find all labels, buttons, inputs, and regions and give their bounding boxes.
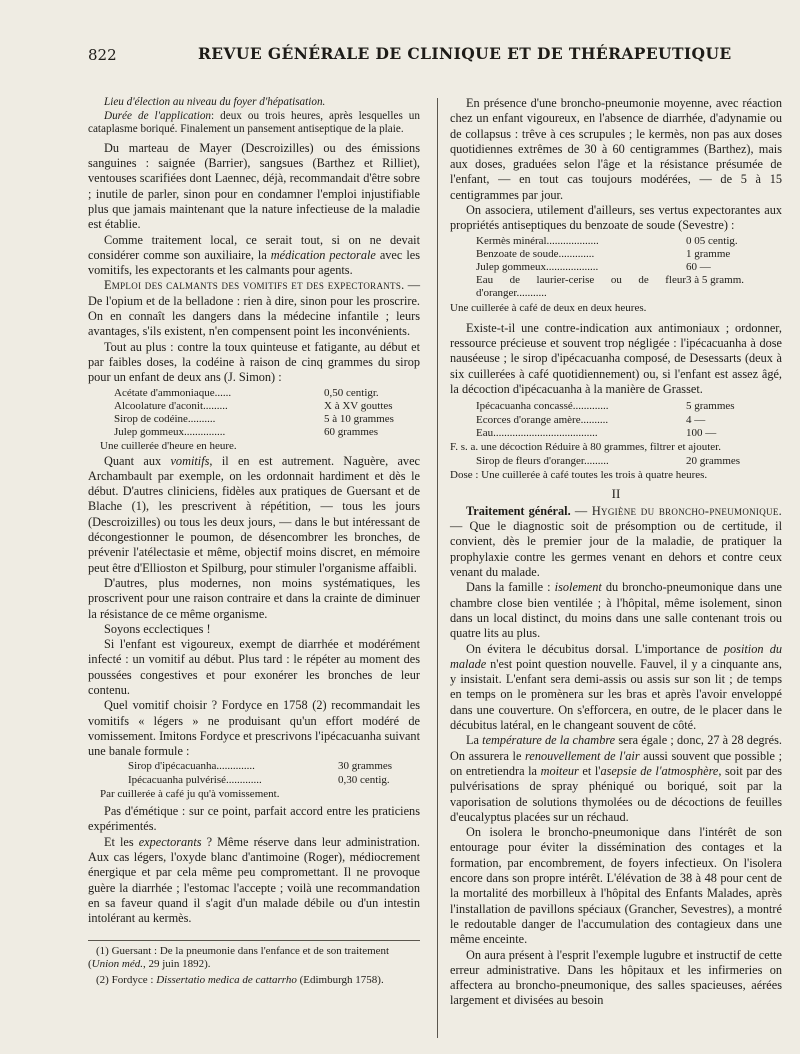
ingredient-dose: 0 05 centig. xyxy=(686,234,738,247)
prescription-row xyxy=(114,413,394,426)
prescription-row xyxy=(114,400,394,413)
footnotes xyxy=(88,940,420,989)
ingredient-dose: 4 — xyxy=(686,413,706,426)
prescription-table xyxy=(476,235,744,301)
paragraph: Durée de l'application: deux ou trois heures, après lesquelles un cataplasme boriqué. Finalement un pansement antiseptique de la plaie. xyxy=(88,109,420,136)
paragraph: Quel vomitif choisir ? Fordyce en 1758 (2) recommandait les vomitifs « légers » ne produisant qu'un effort modéré de vomissement. Imitons Fordyce et prescrivons l'ipécacuanha suivant une banale formule : xyxy=(88,698,420,759)
paragraph: La température de la chambre sera égale ; donc, 27 à 28 degrés. On assurera le renouvellement de l'air aussi souvent que possible ; on entretiendra la moiteur et l'asepsie de l'atmosphère, soit par des pulvérisations de spray phéniqué ou boriqué, soit par la vaporisation de solutions thymolées ou de décoctions de feuilles d'eucalyptus placées sur un réchaud. xyxy=(450,733,783,824)
ingredient-dose: 30 grammes xyxy=(338,760,393,773)
paragraph: Traitement général. — Hygiène du broncho-pneumonique. — Que le diagnostic soit de présomption ou de certitude, il convient, dès le premier jour de la maladie, de pratiquer la prophylaxie contre les germes venant en dehors et contre ceux venant du malade. xyxy=(450,503,782,580)
paragraph: Emploi des calmants des vomitifs et des expectorants. — De l'opium et de la belladone : rien à dire, sinon pour les proscrire. On en connaît les dangers dans la médecine infantile ; leurs avantages, s'ils existent, n'en compensent point les inconvénients. xyxy=(88,278,420,339)
ingredient-name: Alcoolature d'aconit......... xyxy=(114,399,228,412)
prescription-note: Une cuillerée à café de deux en deux heures. xyxy=(450,301,647,314)
ingredient-dose: 5 à 10 grammes xyxy=(324,412,394,425)
ingredient-dose: 60 — xyxy=(686,261,711,274)
prescription-row xyxy=(476,455,740,468)
paragraph: Et les expectorants ? Même réserve dans leur administration. Aux cas légers, l'oxyde blanc d'antimoine (Roger), médiocrement énergique et par cela même peu compromettant. Il ne provoque guère la diarrhée ; l'estomac l'accepte ; voilà une recommandation en sa faveur quand il s'agit d'un malade débile ou d'un intestin intolérant au kermès. xyxy=(88,834,421,926)
prescription-row xyxy=(114,387,394,400)
paragraph: Tout au plus : contre la toux quinteuse et fatigante, au début et par faibles doses, la codéine à raison de cinq grammes du sirop pour un enfant de deux ans (J. Simon) : xyxy=(88,339,420,385)
ingredient-dose: 3 à 5 gramm. xyxy=(686,274,745,287)
prescription-table xyxy=(128,760,392,786)
column-divider xyxy=(437,98,438,1038)
paragraph: Existe-t-il une contre-indication aux antimoniaux ; ordonner, ressource précieuse et souvent trop négligée : l'ipécacuanha à dose nauséeuse ; le sirop d'ipécacuanha composé, de Desessarts (deux à six cuillerées à café quotidiennement) ou, si l'enfant est assez âgé, la décoction d'ipécacuanha à la manière de Grasset. xyxy=(450,320,782,397)
left-column xyxy=(88,96,420,926)
ingredient-dose: 0,50 centigr. xyxy=(324,386,379,399)
ingredient-dose: 20 grammes xyxy=(686,455,741,468)
ingredient-name: Ipécacuanha concassé............. xyxy=(476,400,609,413)
ingredient-dose: 1 gramme xyxy=(686,247,731,260)
right-column xyxy=(450,96,782,1009)
paragraph: Quant aux vomitifs, il en est autrement. Naguère, avec Archambault par exemple, on les ordonnait hardiment et dès le début. D'autres cliniciens, fidèles aux pratiques de Guersant et de Blache (1), les prescrivent à répétition, — tous les jours (Descroizilles) ou tous les deux jours, — dans le but intéressant de décongestionner le poumon, de désencombrer les bronches, de prévenir l'atélectasie et même, objectif moins discret, en mémoire peut être d'Ellioston et Spilburg, pour stimuler l'organisme affaibli. xyxy=(88,453,420,575)
paragraph: Lieu d'élection au niveau du foyer d'hépatisation. xyxy=(104,96,326,108)
ingredient-name: Sirop d'ipécacuanha.............. xyxy=(128,760,255,773)
ingredient-name: Benzoate de soude............. xyxy=(476,247,595,260)
prescription-row xyxy=(128,774,392,787)
prescription-table xyxy=(476,400,735,440)
prescription-row xyxy=(114,426,394,439)
prescription-row xyxy=(476,274,744,300)
prescription-row xyxy=(128,760,392,773)
section-heading: Traitement général. xyxy=(466,503,571,518)
section-numeral: II xyxy=(611,485,621,501)
page-header xyxy=(88,44,782,70)
prescription-row xyxy=(476,261,744,274)
footnote: (1) Guersant : De la pneumonie dans l'enfance et de son traitement (Union méd., 29 juin 1892). xyxy=(88,945,390,971)
ingredient-name: Ecorces d'orange amère.......... xyxy=(476,413,609,426)
ingredient-dose: 0,30 centig. xyxy=(338,773,390,786)
paragraph: Soyons ecclectiques ! xyxy=(104,621,211,636)
prescription-row xyxy=(476,400,735,413)
paragraph: Comme traitement local, ce serait tout, si on ne devait considérer comme son auxiliaire, la médication pectorale avec les vomitifs, les expectorants et les calmants pour agents. xyxy=(88,232,420,278)
paragraph: Dans la famille : isolement du broncho-pneumonique dans une chambre close bien ventilée ; à l'hôpital, même isolement, sinon dans un local distinct, du moins dans une salle contenant trois ou quatre lits au plus. xyxy=(450,580,783,641)
prescription-row xyxy=(476,427,735,440)
paragraph: On évitera le décubitus dorsal. L'importance de position du malade n'est point question nouvelle. Fauvel, il y a cinquante ans, y insistait. L'enfant sera demi-assis ou assis sur son lit ; de temps en temps on le promènera sur les bras et après l'avoir enveloppé dans une couverture. On s'efforcera, en outre, de le placer dans le décubitus latéral, en le changeant souvent de côté. xyxy=(450,641,783,733)
paragraph: Du marteau de Mayer (Descroizilles) ou des émissions sanguines : saignée (Barrier), sangsues (Barthez et Rilliet), ventouses scarifiées dont Laennec, déjà, recommandait d'être sobre ; inutile de parler, sinon pour en condamner l'emploi injustifiable plus que jamais maintenant que la nature infectieuse de la maladie est établie. xyxy=(88,140,420,232)
prescription-table xyxy=(476,455,740,468)
prescription-row xyxy=(476,414,735,427)
running-title: REVUE GÉNÉRALE DE CLINIQUE ET DE THÉRAPEUTIQUE xyxy=(198,44,732,63)
paragraph: On associera, utilement d'ailleurs, ses vertus expectorantes aux propriétés antiseptiques du benzoate de soude (Sevestre) : xyxy=(450,203,782,233)
ingredient-dose: 5 grammes xyxy=(686,400,735,413)
ingredient-name: Kermès minéral................... xyxy=(476,234,599,247)
prescription-row xyxy=(476,248,744,261)
ingredient-dose: X à XV gouttes xyxy=(324,399,393,412)
ingredient-dose: 100 — xyxy=(686,426,717,439)
ingredient-dose: 60 grammes xyxy=(324,426,379,439)
paragraph: On aura présent à l'esprit l'exemple lugubre et instructif de cette erreur administrative. Dans les hôpitaux et les infirmeries on affectera au broncho-pneumonique, des salles spacieuses, aérées largement et divisées au besoin xyxy=(450,947,782,1008)
paragraph: Pas d'émétique : sur ce point, parfait accord entre les praticiens expérimentés. xyxy=(88,804,420,834)
ingredient-name: Julep gommeux................... xyxy=(476,261,599,274)
ingredient-name: Sirop de fleurs d'oranger......... xyxy=(476,455,609,468)
ingredient-name: Eau...................................... xyxy=(476,426,598,439)
paragraph: En présence d'une broncho-pneumonie moyenne, avec réaction chez un enfant vigoureux, en l'absence de diarrhée, d'adynamie ou de collapsus : trêve à ces scrupules ; le kermès, non pas aux doses quotidiennes extrêmes de 30 à 60 centigrammes (Barthez), mais aux doses, graduées selon l'âge et la résistance présumée de l'enfant, — en tout cas toujours modérées, — de 5 à 15 centigrammes par jour. xyxy=(450,96,782,202)
prescription-note: Par cuillerée à café ju qu'à vomissement. xyxy=(100,787,280,800)
prescription-row xyxy=(476,235,744,248)
prescription-note: Dose : Une cuillerée à café toutes les trois à quatre heures. xyxy=(450,469,708,482)
section-heading: Emploi des calmants des vomitifs et des expectorants. xyxy=(104,278,405,293)
ingredient-name: Julep gommeux............... xyxy=(114,426,226,439)
footnote: (2) Fordyce : Dissertatio medica de cattarrho (Edimburgh 1758). xyxy=(96,973,384,986)
paragraph: D'autres, plus modernes, non moins systématiques, les proscrivent pour une raison contraire et dans la crainte de diminuer la résistance de ce même organisme. xyxy=(88,575,420,621)
paragraph: Si l'enfant est vigoureux, exempt de diarrhée et modérément infecté : un vomitif au début. Plus tard : le répéter au moment des poussées congestives et pour exonérer les bronches de leur contenu. xyxy=(88,637,420,697)
paragraph: On isolera le broncho-pneumonique dans l'intérêt de son entourage pour éviter la dissémination des contages et la formation, par encombrement, de foyers infectieux. On l'isolera encore dans son propre intérêt. L'élévation de 38 à 48 pour cent de la mortalité des morbilleux à l'hôpital des Enfants Malades, après l'installation de pavillons spéciaux (Grancher, Sevestres), a montré le redoutable danger de l'accumulation des contagieux dans une même enceinte. xyxy=(450,825,782,947)
ingredient-name: Sirop de codéine.......... xyxy=(114,412,216,425)
prescription-note: Une cuillerée d'heure en heure. xyxy=(100,440,237,453)
ingredient-name: Acétate d'ammoniaque...... xyxy=(114,386,232,399)
prescription-note: F. s. a. une décoction Réduire à 80 grammes, filtrer et ajouter. xyxy=(450,440,721,453)
page-number: 822 xyxy=(88,46,117,64)
ingredient-name: Eau de laurier-cerise ou de fleur d'oranger........... xyxy=(476,274,686,300)
prescription-table xyxy=(114,387,394,440)
ingredient-name: Ipécacuanha pulvérisé............. xyxy=(128,773,262,786)
